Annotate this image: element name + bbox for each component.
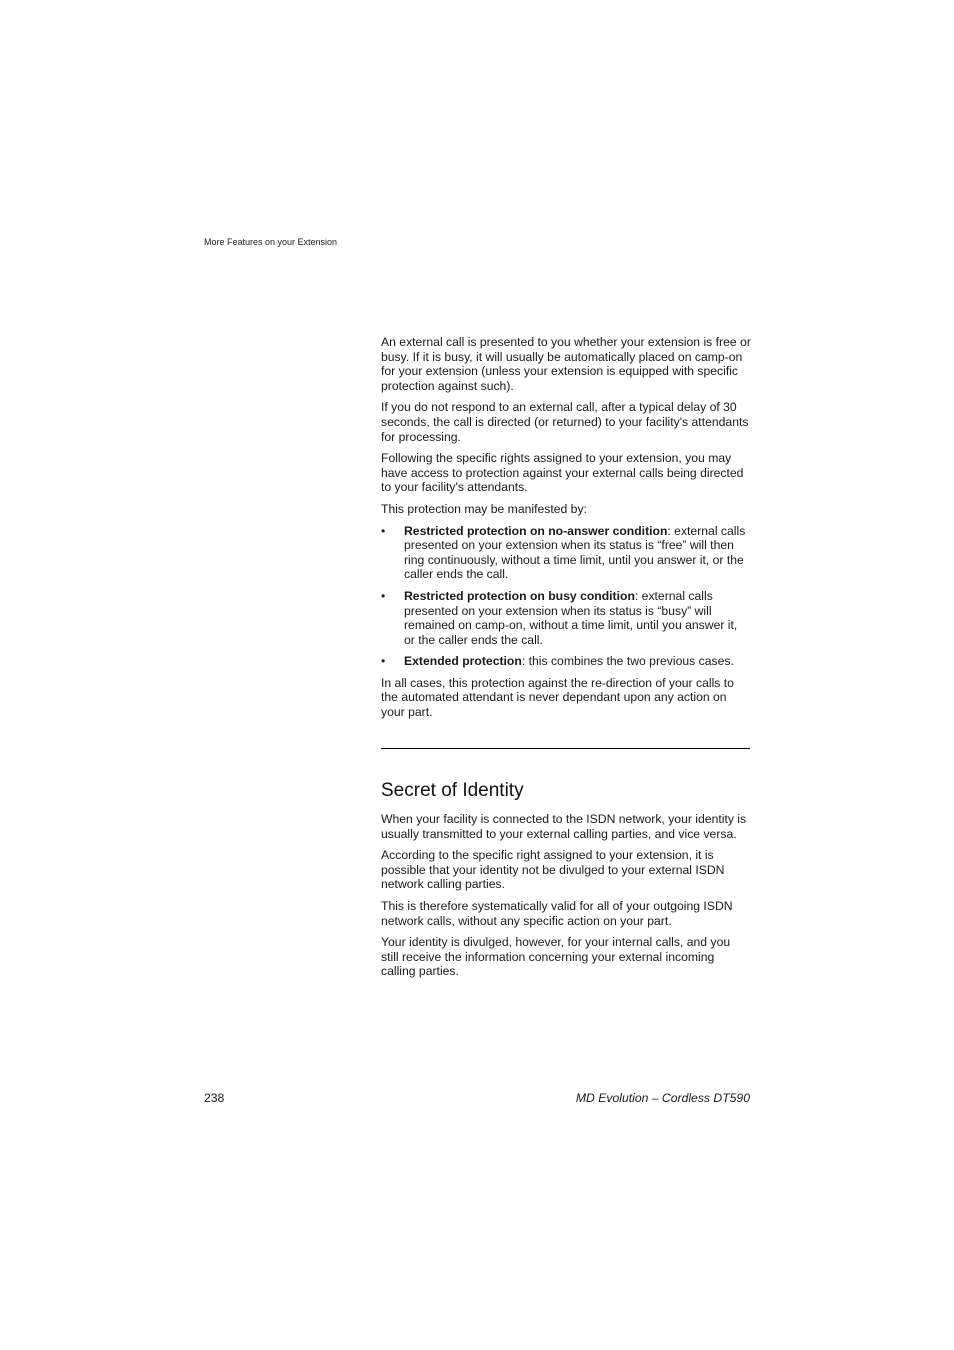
protection-list — [381, 524, 751, 669]
list-item — [381, 589, 751, 647]
section-protection-body — [381, 335, 751, 727]
section-title: Secret of Identity — [381, 780, 524, 801]
product-name: MD Evolution – Cordless DT590 — [575, 1091, 750, 1105]
paragraph: This protection may be manifested by: — [381, 501, 587, 516]
paragraph: Your identity is divulged, however, for your internal calls, and you still receive the information concerning your external incoming calling parties. — [381, 935, 731, 979]
running-header: More Features on your Extension — [204, 237, 338, 247]
paragraph: An external call is presented to you whether your extension is free or busy. If it is busy, it will usually be automatically placed on camp-on for your extension (unless your extension is equipped with specific protection against such). — [381, 335, 751, 393]
list-item — [381, 654, 751, 669]
paragraph: According to the specific right assigned to your extension, it is possible that your identity not be divulged to your external ISDN network calling parties. — [381, 848, 725, 892]
bullet-term: Restricted protection on busy condition — [404, 588, 635, 603]
bullet-marker: • — [381, 654, 386, 669]
paragraph: If you do not respond to an external call, after a typical delay of 30 seconds, the call is directed (or returned) to your facility's attendants for processing. — [381, 400, 749, 444]
bullet-text: : external calls presented on your extension when its status is “free” will then ring continuously, without a time limit, until you answer it, or the caller ends the call. — [404, 523, 746, 582]
bullet-text: : this combines the two previous cases. — [521, 654, 734, 669]
list-item — [381, 524, 751, 582]
paragraph: When your facility is connected to the ISDN network, your identity is usually transmitted to your external calling parties, and vice versa. — [381, 812, 747, 841]
bullet-text: : external calls presented on your extension when its status is “busy” will remained on camp-on, without a time limit, until you answer it, or the caller ends the call. — [404, 588, 738, 647]
section-identity-body — [381, 812, 751, 986]
page-number: 238 — [204, 1091, 225, 1105]
bullet-marker: • — [381, 588, 386, 603]
paragraph: This is therefore systematically valid for all of your outgoing ISDN network calls, without any specific action on your part. — [381, 898, 733, 928]
bullet-marker: • — [381, 523, 386, 538]
paragraph: In all cases, this protection against the re-direction of your calls to the automated attendant is never dependant upon any action on your part. — [381, 675, 734, 720]
bullet-term: Extended protection — [404, 654, 522, 669]
section-divider — [381, 748, 750, 749]
bullet-term: Restricted protection on no-answer condition — [404, 523, 668, 538]
paragraph: Following the specific rights assigned to your extension, you may have access to protection against your external calls being directed to your facility's attendants. — [381, 451, 744, 495]
